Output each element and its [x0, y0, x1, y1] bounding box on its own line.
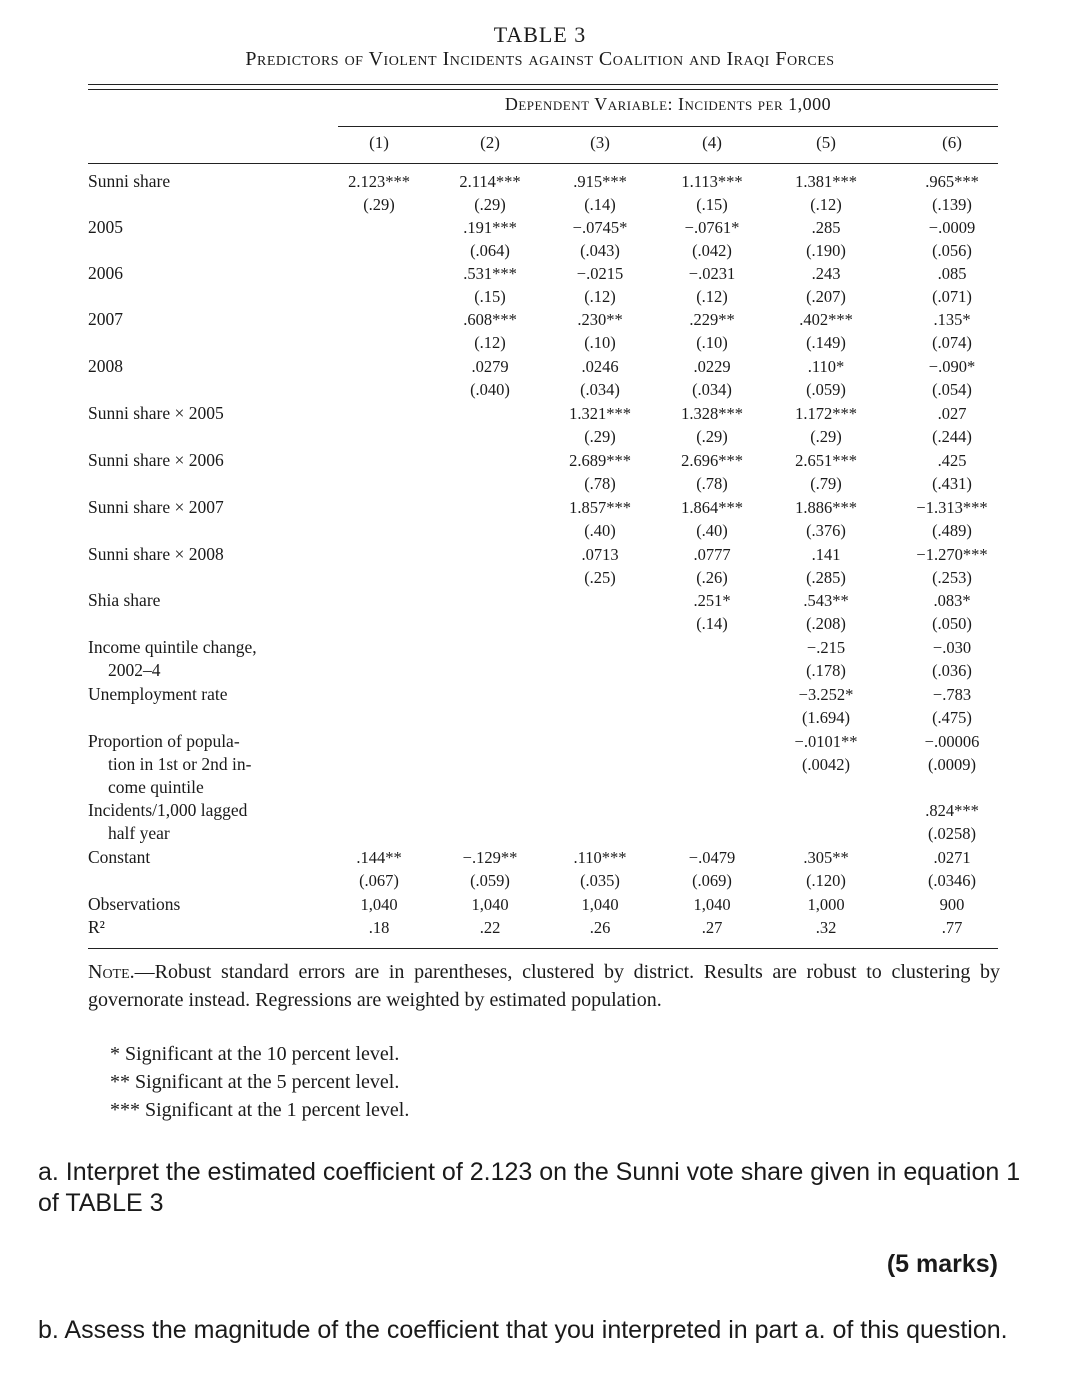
significance-stars: ***	[110, 1099, 140, 1121]
header-rule	[88, 163, 998, 164]
coefficient-cell: 1.328***	[681, 404, 743, 423]
row-label-line: Proportion of popula-	[88, 731, 240, 751]
coefficient-cell: −1.313***	[916, 498, 988, 517]
std-error-cell: (1.694)	[801, 708, 851, 727]
row-label	[88, 730, 251, 799]
table-title: TABLE 3	[493, 22, 587, 47]
row-label	[88, 543, 224, 566]
coefficient-cell: 1,040	[581, 895, 619, 914]
std-error-cell: (.064)	[470, 241, 510, 260]
coefficient-cell: .965***	[925, 172, 979, 191]
row-label-line: Observations	[88, 894, 181, 914]
std-error-cell: (.054)	[932, 380, 972, 399]
coefficient-cell: −.0009	[928, 218, 976, 237]
coefficient-cell: .425	[937, 451, 967, 470]
top-rule	[88, 84, 998, 85]
row-label-line: Constant	[88, 847, 151, 867]
coefficient-cell: .608***	[463, 310, 517, 329]
row-label-line: Sunni share × 2005	[88, 403, 224, 423]
coefficient-cell: .110*	[807, 357, 845, 376]
std-error-cell: (.475)	[932, 708, 972, 727]
std-error-cell: (.139)	[932, 195, 972, 214]
std-error-cell: (.29)	[584, 427, 616, 446]
std-error-cell: (.244)	[932, 427, 972, 446]
std-error-cell: (.042)	[692, 241, 732, 260]
std-error-cell: (.034)	[692, 380, 732, 399]
std-error-cell: (.431)	[932, 474, 972, 493]
coefficient-cell: 1.113***	[681, 172, 743, 191]
coefficient-cell: .085	[937, 264, 967, 283]
row-label-line: half year	[108, 823, 170, 843]
coefficient-cell: −.0101**	[794, 732, 858, 751]
row-label	[88, 683, 227, 706]
coefficient-cell: .0229	[693, 357, 731, 376]
coefficient-cell: .402***	[799, 310, 853, 329]
dependent-variable-rule	[338, 126, 998, 127]
coefficient-cell: −.783	[932, 685, 972, 704]
coefficient-cell: .083*	[933, 591, 971, 610]
coefficient-cell: .531***	[463, 264, 517, 283]
std-error-cell: (.12)	[474, 333, 506, 352]
significance-text: Significant at the 1 percent level.	[145, 1099, 410, 1121]
std-error-cell: (.12)	[696, 287, 728, 306]
coefficient-cell: 1,000	[807, 895, 845, 914]
std-error-cell: (.12)	[584, 287, 616, 306]
row-label	[88, 589, 160, 612]
coefficient-cell: −3.252*	[798, 685, 854, 704]
std-error-cell: (.036)	[932, 661, 972, 680]
coefficient-cell: −1.270***	[916, 545, 988, 564]
coefficient-cell: .027	[937, 404, 967, 423]
coefficient-cell: −.00006	[924, 732, 980, 751]
coefficient-cell: .0279	[471, 357, 509, 376]
row-label	[88, 496, 224, 519]
row-label-line: 2002–4	[108, 660, 161, 680]
row-label-line: 2008	[88, 356, 123, 376]
std-error-cell: (.0042)	[801, 755, 851, 774]
coefficient-cell: 2.651***	[795, 451, 857, 470]
row-label-line: 2005	[88, 217, 123, 237]
column-header: (2)	[480, 133, 500, 152]
std-error-cell: (.056)	[932, 241, 972, 260]
row-label-line: Income quintile change,	[88, 637, 257, 657]
coefficient-cell: .22	[479, 918, 501, 937]
std-error-cell: (.29)	[363, 195, 395, 214]
coefficient-cell: 1,040	[693, 895, 731, 914]
std-error-cell: (.071)	[932, 287, 972, 306]
coefficient-cell: .543**	[803, 591, 849, 610]
coefficient-cell: 2.696***	[681, 451, 743, 470]
row-label	[88, 846, 150, 869]
row-label-line: R²	[88, 917, 105, 937]
coefficient-cell: 1.381***	[795, 172, 857, 191]
std-error-cell: (.78)	[696, 474, 728, 493]
note-lead: Note.	[88, 961, 135, 983]
coefficient-cell: .229**	[689, 310, 735, 329]
std-error-cell: (.0009)	[927, 755, 977, 774]
row-label	[88, 636, 257, 682]
std-error-cell: (.10)	[696, 333, 728, 352]
coefficient-cell: 2.114***	[459, 172, 521, 191]
coefficient-cell: −.129**	[462, 848, 518, 867]
significance-note	[110, 1096, 409, 1124]
coefficient-cell: .305**	[803, 848, 849, 867]
column-header: (1)	[369, 133, 389, 152]
std-error-cell: (.25)	[584, 568, 616, 587]
coefficient-cell: −.0761*	[684, 218, 740, 237]
std-error-cell: (.285)	[806, 568, 846, 587]
std-error-cell: (.190)	[806, 241, 846, 260]
row-label-line: Sunni share	[88, 171, 171, 191]
row-label	[88, 893, 180, 916]
std-error-cell: (.050)	[932, 614, 972, 633]
std-error-cell: (.40)	[696, 521, 728, 540]
row-label	[88, 799, 247, 845]
coefficient-cell: .135*	[933, 310, 971, 329]
std-error-cell: (.059)	[806, 380, 846, 399]
row-label-line: Sunni share × 2007	[88, 497, 224, 517]
bottom-rule	[88, 948, 998, 949]
row-label-line: Sunni share × 2006	[88, 450, 224, 470]
row-label-line: 2007	[88, 309, 123, 329]
coefficient-cell: .77	[941, 918, 963, 937]
std-error-cell: (.14)	[696, 614, 728, 633]
std-error-cell: (.489)	[932, 521, 972, 540]
std-error-cell: (.79)	[810, 474, 842, 493]
coefficient-cell: −.030	[932, 638, 972, 657]
note-text: —Robust standard errors are in parentheses, clustered by district. Results are robust to clustering by governorate instead. Regressions are weighted by estimated population.	[88, 961, 1000, 1011]
std-error-cell: (.120)	[806, 871, 846, 890]
std-error-cell: (.14)	[584, 195, 616, 214]
column-header: (4)	[702, 133, 722, 152]
std-error-cell: (.035)	[580, 871, 620, 890]
coefficient-cell: .110***	[573, 848, 627, 867]
row-label-line: Sunni share × 2008	[88, 544, 224, 564]
std-error-cell: (.29)	[810, 427, 842, 446]
coefficient-cell: .0777	[693, 545, 731, 564]
std-error-cell: (.78)	[584, 474, 616, 493]
coefficient-cell: .27	[701, 918, 723, 937]
coefficient-cell: .0271	[933, 848, 971, 867]
row-label	[88, 308, 123, 331]
std-error-cell: (.149)	[806, 333, 846, 352]
coefficient-cell: 1.321***	[569, 404, 631, 423]
std-error-cell: (.376)	[806, 521, 846, 540]
row-label-line: 2006	[88, 263, 123, 283]
coefficient-cell: .915***	[573, 172, 627, 191]
std-error-cell: (.0346)	[927, 871, 977, 890]
significance-stars: *	[110, 1043, 120, 1065]
coefficient-cell: .144**	[356, 848, 402, 867]
significance-text: Significant at the 5 percent level.	[135, 1071, 400, 1093]
std-error-cell: (.29)	[696, 427, 728, 446]
std-error-cell: (.15)	[474, 287, 506, 306]
row-label-line: Incidents/1,000 lagged	[88, 800, 248, 820]
std-error-cell: (.10)	[584, 333, 616, 352]
coefficient-cell: −.0479	[688, 848, 736, 867]
coefficient-cell: 1,040	[471, 895, 509, 914]
std-error-cell: (.12)	[810, 195, 842, 214]
coefficient-cell: .18	[368, 918, 390, 937]
row-label-line: tion in 1st or 2nd in-	[108, 754, 252, 774]
column-header: (6)	[942, 133, 962, 152]
coefficient-cell: 2.689***	[569, 451, 631, 470]
coefficient-cell: .285	[811, 218, 841, 237]
significance-text: Significant at the 10 percent level.	[125, 1043, 400, 1065]
question-a: a. Interpret the estimated coefficient of 2.123 on the Sunni vote share given in equation 1 of TABLE 3	[38, 1158, 1021, 1217]
coefficient-cell: .243	[811, 264, 841, 283]
coefficient-cell: .26	[589, 918, 611, 937]
row-label	[88, 916, 105, 939]
row-label	[88, 262, 123, 285]
marks-label: (5 marks)	[886, 1250, 998, 1278]
row-label	[88, 449, 224, 472]
coefficient-cell: 1.864***	[681, 498, 743, 517]
row-label	[88, 355, 123, 378]
coefficient-cell: .0713	[581, 545, 619, 564]
std-error-cell: (.067)	[359, 871, 399, 890]
coefficient-cell: 900	[939, 895, 965, 914]
dependent-variable-label: Dependent Variable: Incidents per 1,000	[504, 94, 832, 114]
std-error-cell: (.15)	[696, 195, 728, 214]
coefficient-cell: 1.857***	[569, 498, 631, 517]
coefficient-cell: .191***	[463, 218, 517, 237]
row-label-line: Shia share	[88, 590, 161, 610]
coefficient-cell: .32	[815, 918, 837, 937]
row-label	[88, 402, 224, 425]
coefficient-cell: −.215	[806, 638, 846, 657]
std-error-cell: (.043)	[580, 241, 620, 260]
coefficient-cell: −.0745*	[572, 218, 628, 237]
coefficient-cell: .824***	[925, 801, 979, 820]
coefficient-cell: 1.886***	[795, 498, 857, 517]
coefficient-cell: .0246	[581, 357, 619, 376]
row-label	[88, 216, 123, 239]
std-error-cell: (.208)	[806, 614, 846, 633]
coefficient-cell: .251*	[693, 591, 731, 610]
std-error-cell: (.034)	[580, 380, 620, 399]
row-label-line: Unemployment rate	[88, 684, 228, 704]
std-error-cell: (.040)	[470, 380, 510, 399]
top-rule-double	[88, 89, 998, 90]
significance-note	[110, 1068, 399, 1096]
std-error-cell: (.26)	[696, 568, 728, 587]
significance-note	[110, 1040, 399, 1068]
coefficient-cell: −.0231	[688, 264, 736, 283]
std-error-cell: (.40)	[584, 521, 616, 540]
std-error-cell: (.059)	[470, 871, 510, 890]
column-header: (5)	[816, 133, 836, 152]
coefficient-cell: −.090*	[928, 357, 976, 376]
coefficient-cell: 1,040	[360, 895, 398, 914]
coefficient-cell: 1.172***	[795, 404, 857, 423]
table-subtitle: Predictors of Violent Incidents against Coalition and Iraqi Forces	[245, 48, 835, 70]
std-error-cell: (.207)	[806, 287, 846, 306]
row-label	[88, 170, 170, 193]
row-label-line: come quintile	[108, 777, 204, 797]
std-error-cell: (.074)	[932, 333, 972, 352]
std-error-cell: (.29)	[474, 195, 506, 214]
std-error-cell: (.253)	[932, 568, 972, 587]
std-error-cell: (.0258)	[927, 824, 977, 843]
table-note	[88, 958, 1000, 1014]
std-error-cell: (.178)	[806, 661, 846, 680]
significance-stars: **	[110, 1071, 130, 1093]
column-header: (3)	[590, 133, 610, 152]
coefficient-cell: 2.123***	[348, 172, 410, 191]
coefficient-cell: .141	[811, 545, 841, 564]
coefficient-cell: .230**	[577, 310, 623, 329]
coefficient-cell: −.0215	[576, 264, 624, 283]
question-b: b. Assess the magnitude of the coefficient that you interpreted in part a. of this question.	[38, 1316, 1008, 1344]
std-error-cell: (.069)	[692, 871, 732, 890]
